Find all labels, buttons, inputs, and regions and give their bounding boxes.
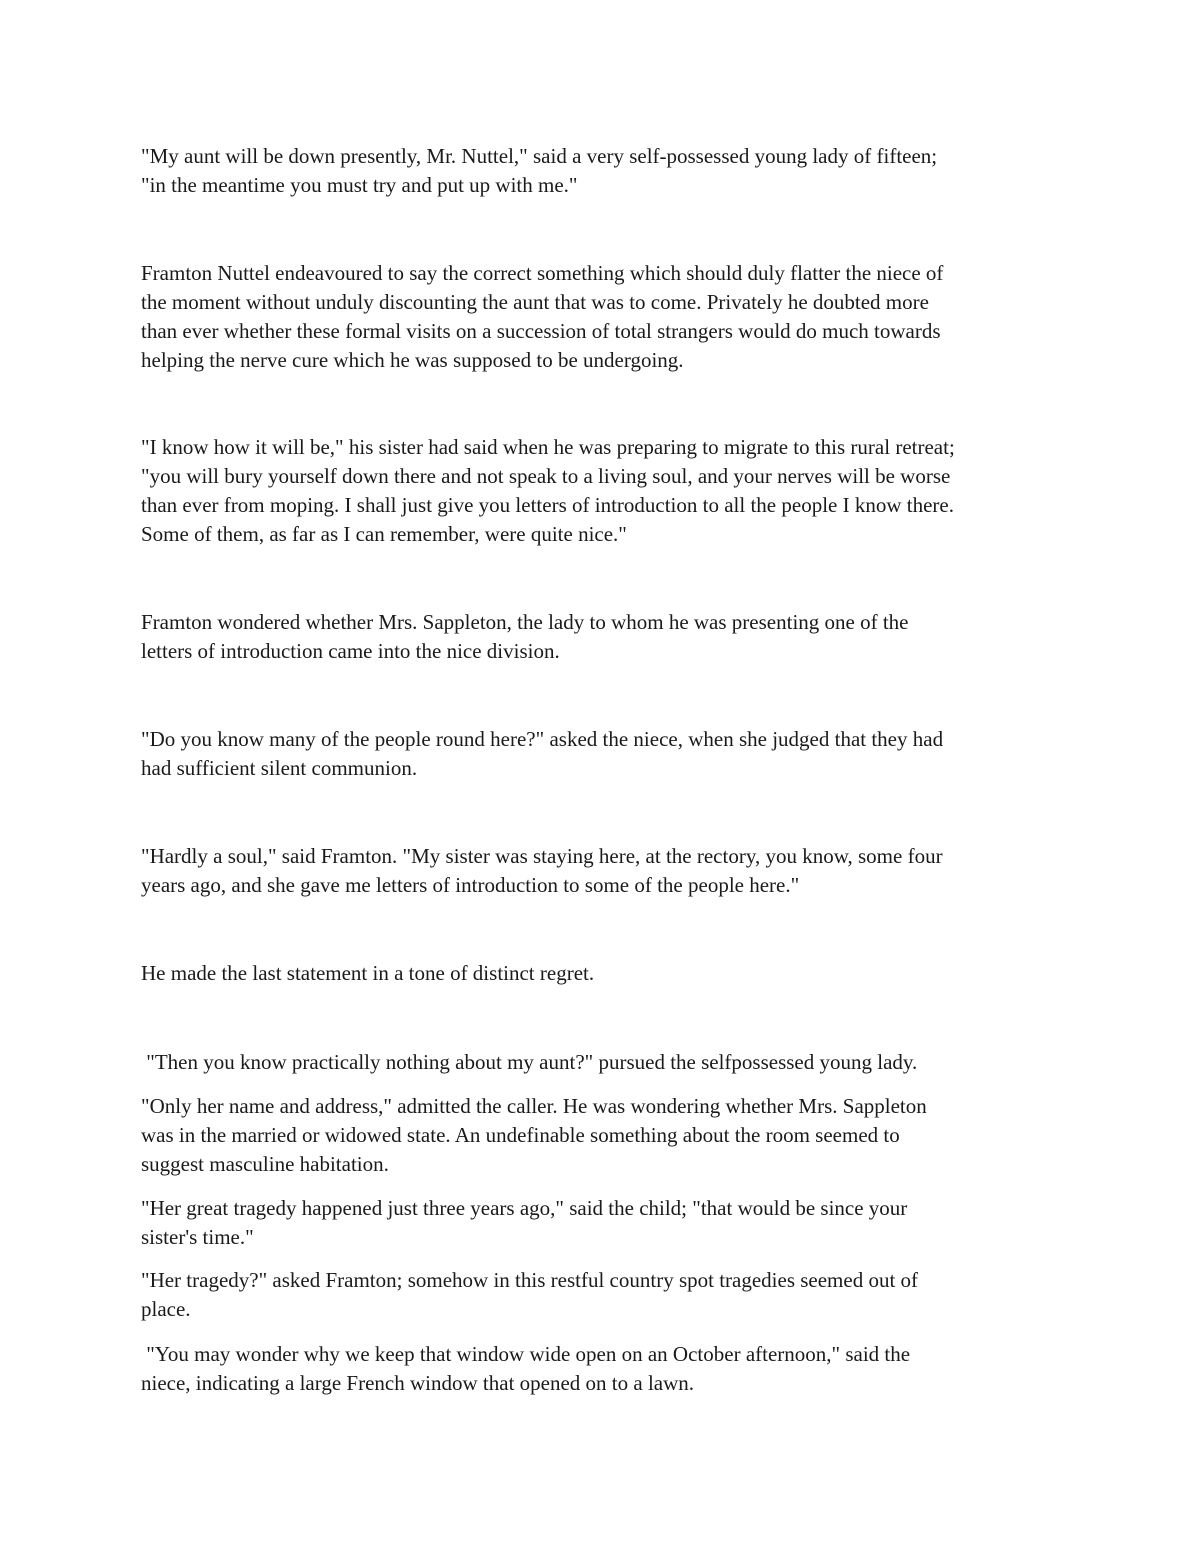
text-line: years ago, and she gave me letters of introduction to some of the people here." <box>141 873 800 897</box>
paragraph-2 <box>141 259 1061 375</box>
paragraph-5 <box>141 725 1061 783</box>
text-line: niece, indicating a large French window that opened on to a lawn. <box>141 1371 695 1395</box>
paragraph-11 <box>141 1266 1061 1324</box>
text-line: had sufficient silent communion. <box>141 756 418 780</box>
text-line: Framton Nuttel endeavoured to say the correct something which should duly flatter the niece of <box>141 261 944 285</box>
text-line: "Her tragedy?" asked Framton; somehow in this restful country spot tragedies seemed out of <box>141 1268 919 1292</box>
text-line: Some of them, as far as I can remember, were quite nice." <box>141 522 627 546</box>
text-line: "Only her name and address," admitted the caller. He was wondering whether Mrs. Sappleton <box>141 1094 927 1118</box>
paragraph-1 <box>141 142 1061 200</box>
text-line: "Hardly a soul," said Framton. "My sister was staying here, at the rectory, you know, some four <box>141 844 943 868</box>
paragraph-9 <box>141 1092 1061 1179</box>
text-line: "My aunt will be down presently, Mr. Nuttel," said a very self-possessed young lady of fifteen; <box>141 144 938 168</box>
text-line: "in the meantime you must try and put up with me." <box>141 173 578 197</box>
text-line: He made the last statement in a tone of distinct regret. <box>141 961 595 985</box>
paragraph-4 <box>141 608 1061 666</box>
text-line: "Then you know practically nothing about my aunt?" pursued the selfpossessed young lady. <box>141 1050 918 1074</box>
paragraph-7 <box>141 959 1061 988</box>
text-line: "Her great tragedy happened just three years ago," said the child; "that would be since your <box>141 1196 908 1220</box>
text-line: Framton wondered whether Mrs. Sappleton, the lady to whom he was presenting one of the <box>141 610 909 634</box>
paragraph-10 <box>141 1194 1061 1252</box>
paragraph-3 <box>141 433 1061 549</box>
text-line: "I know how it will be," his sister had said when he was preparing to migrate to this rural retreat; <box>141 435 955 459</box>
text-line: than ever whether these formal visits on a succession of total strangers would do much towards <box>141 319 941 343</box>
text-line: helping the nerve cure which he was supposed to be undergoing. <box>141 348 684 372</box>
text-line: the moment without unduly discounting the aunt that was to come. Privately he doubted more <box>141 290 929 314</box>
paragraph-12 <box>141 1340 1061 1398</box>
paragraph-8 <box>141 1048 1061 1077</box>
text-line: "you will bury yourself down there and not speak to a living soul, and your nerves will be worse <box>141 464 951 488</box>
text-line: "Do you know many of the people round here?" asked the niece, when she judged that they had <box>141 727 944 751</box>
paragraph-6 <box>141 842 1061 900</box>
text-line: letters of introduction came into the nice division. <box>141 639 560 663</box>
text-line: "You may wonder why we keep that window wide open on an October afternoon," said the <box>141 1342 911 1366</box>
text-line: was in the married or widowed state. An undefinable something about the room seemed to <box>141 1123 900 1147</box>
text-line: sister's time." <box>141 1225 254 1249</box>
text-line: suggest masculine habitation. <box>141 1152 389 1176</box>
text-line: place. <box>141 1297 191 1321</box>
text-line: than ever from moping. I shall just give you letters of introduction to all the people I know there. <box>141 493 954 517</box>
